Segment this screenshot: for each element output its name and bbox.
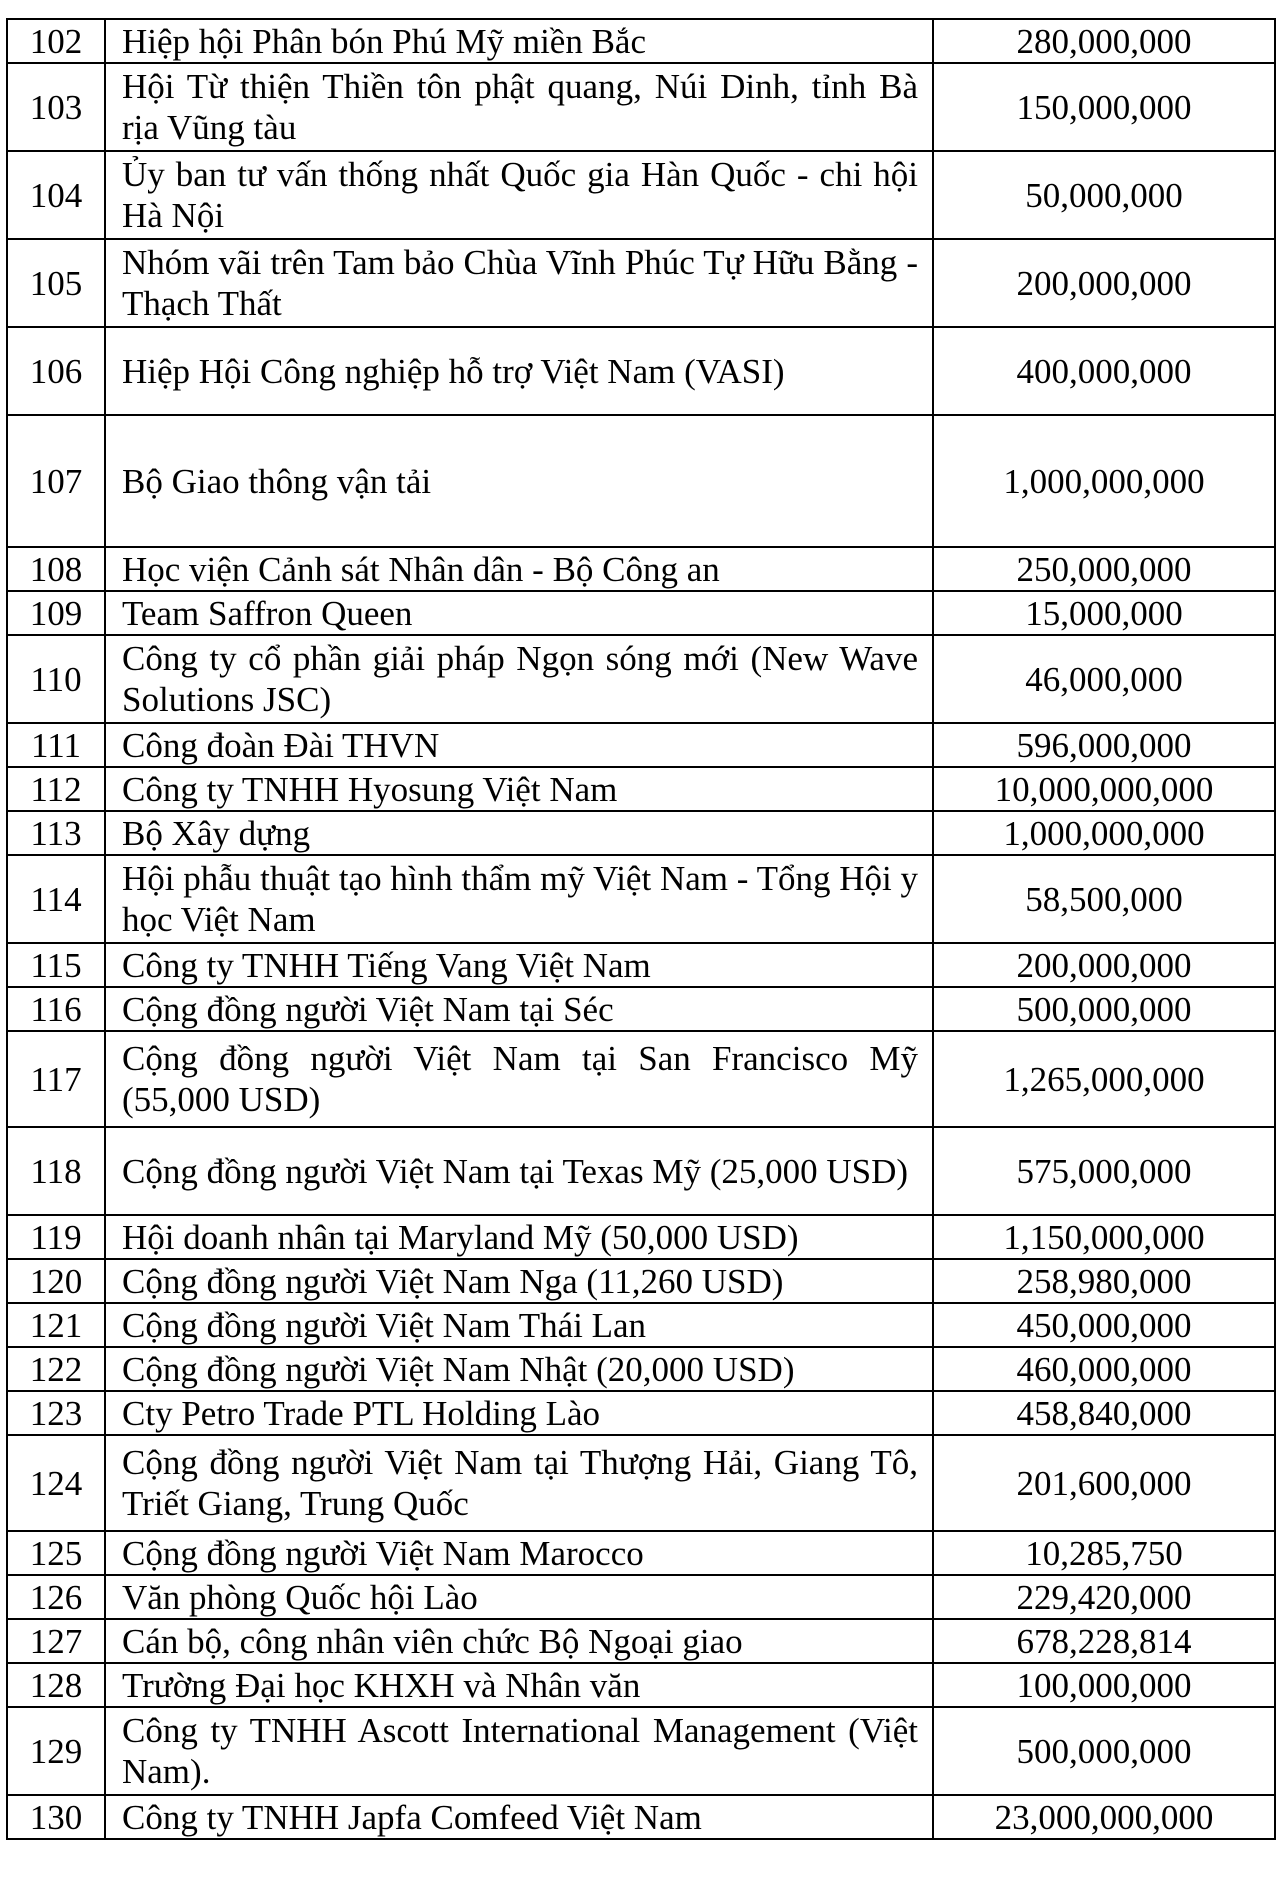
donor-name: Bộ Giao thông vận tải bbox=[105, 415, 933, 547]
donor-name: Học viện Cảnh sát Nhân dân - Bộ Công an bbox=[105, 547, 933, 591]
donor-name: Team Saffron Queen bbox=[105, 591, 933, 635]
donor-name: Cộng đồng người Việt Nam tại Séc bbox=[105, 987, 933, 1031]
row-number: 127 bbox=[7, 1619, 105, 1663]
row-number: 105 bbox=[7, 239, 105, 327]
donation-amount: 10,000,000,000 bbox=[933, 767, 1275, 811]
donation-amount: 250,000,000 bbox=[933, 547, 1275, 591]
table-row bbox=[7, 1303, 1275, 1347]
table-row bbox=[7, 415, 1275, 547]
row-number: 114 bbox=[7, 855, 105, 943]
row-number: 117 bbox=[7, 1031, 105, 1127]
donation-amount: 500,000,000 bbox=[933, 1707, 1275, 1795]
donor-name: Cộng đồng người Việt Nam tại Thượng Hải, Giang Tô, Triết Giang, Trung Quốc bbox=[105, 1435, 933, 1531]
donation-amount: 46,000,000 bbox=[933, 635, 1275, 723]
donation-amount: 1,000,000,000 bbox=[933, 811, 1275, 855]
table-row bbox=[7, 1619, 1275, 1663]
donor-name: Nhóm vãi trên Tam bảo Chùa Vĩnh Phúc Tự Hữu Bằng - Thạch Thất bbox=[105, 239, 933, 327]
table-row bbox=[7, 239, 1275, 327]
row-number: 122 bbox=[7, 1347, 105, 1391]
donation-amount: 1,265,000,000 bbox=[933, 1031, 1275, 1127]
donor-name: Hội phẫu thuật tạo hình thẩm mỹ Việt Nam - Tổng Hội y học Việt Nam bbox=[105, 855, 933, 943]
donation-amount: 575,000,000 bbox=[933, 1127, 1275, 1215]
row-number: 113 bbox=[7, 811, 105, 855]
donor-name: Cộng đồng người Việt Nam Marocco bbox=[105, 1531, 933, 1575]
row-number: 130 bbox=[7, 1795, 105, 1839]
row-number: 119 bbox=[7, 1215, 105, 1259]
donor-name: Cộng đồng người Việt Nam Thái Lan bbox=[105, 1303, 933, 1347]
donor-name: Cộng đồng người Việt Nam Nhật (20,000 USD) bbox=[105, 1347, 933, 1391]
donation-amount: 23,000,000,000 bbox=[933, 1795, 1275, 1839]
table-row bbox=[7, 987, 1275, 1031]
row-number: 128 bbox=[7, 1663, 105, 1707]
table-row bbox=[7, 855, 1275, 943]
table-row bbox=[7, 1215, 1275, 1259]
donation-amount: 229,420,000 bbox=[933, 1575, 1275, 1619]
donor-name: Hiệp hội Phân bón Phú Mỹ miền Bắc bbox=[105, 19, 933, 63]
donor-name: Cộng đồng người Việt Nam Nga (11,260 USD) bbox=[105, 1259, 933, 1303]
table-row bbox=[7, 767, 1275, 811]
table-row bbox=[7, 1531, 1275, 1575]
row-number: 120 bbox=[7, 1259, 105, 1303]
row-number: 112 bbox=[7, 767, 105, 811]
table-row bbox=[7, 723, 1275, 767]
row-number: 123 bbox=[7, 1391, 105, 1435]
table-row bbox=[7, 1575, 1275, 1619]
donation-amount: 400,000,000 bbox=[933, 327, 1275, 415]
table-row bbox=[7, 1259, 1275, 1303]
table-row bbox=[7, 1031, 1275, 1127]
donation-amount: 458,840,000 bbox=[933, 1391, 1275, 1435]
table-row bbox=[7, 327, 1275, 415]
donation-amount: 200,000,000 bbox=[933, 943, 1275, 987]
donor-name: Cán bộ, công nhân viên chức Bộ Ngoại giao bbox=[105, 1619, 933, 1663]
row-number: 115 bbox=[7, 943, 105, 987]
table-row bbox=[7, 151, 1275, 239]
row-number: 106 bbox=[7, 327, 105, 415]
donor-name: Công ty TNHH Japfa Comfeed Việt Nam bbox=[105, 1795, 933, 1839]
table-row bbox=[7, 1391, 1275, 1435]
donor-name: Công ty TNHH Hyosung Việt Nam bbox=[105, 767, 933, 811]
donation-amount: 500,000,000 bbox=[933, 987, 1275, 1031]
donation-amount: 460,000,000 bbox=[933, 1347, 1275, 1391]
donor-name: Hội doanh nhân tại Maryland Mỹ (50,000 USD) bbox=[105, 1215, 933, 1259]
donation-amount: 15,000,000 bbox=[933, 591, 1275, 635]
table-row bbox=[7, 811, 1275, 855]
donor-name: Hiệp Hội Công nghiệp hỗ trợ Việt Nam (VASI) bbox=[105, 327, 933, 415]
row-number: 125 bbox=[7, 1531, 105, 1575]
row-number: 116 bbox=[7, 987, 105, 1031]
donor-name: Cộng đồng người Việt Nam tại San Francisco Mỹ (55,000 USD) bbox=[105, 1031, 933, 1127]
donor-name: Công ty TNHH Tiếng Vang Việt Nam bbox=[105, 943, 933, 987]
donor-name: Cộng đồng người Việt Nam tại Texas Mỹ (25,000 USD) bbox=[105, 1127, 933, 1215]
donation-amount: 50,000,000 bbox=[933, 151, 1275, 239]
table-row bbox=[7, 1347, 1275, 1391]
donor-name: Cty Petro Trade PTL Holding Lào bbox=[105, 1391, 933, 1435]
donation-amount: 678,228,814 bbox=[933, 1619, 1275, 1663]
row-number: 102 bbox=[7, 19, 105, 63]
row-number: 118 bbox=[7, 1127, 105, 1215]
row-number: 109 bbox=[7, 591, 105, 635]
table-row bbox=[7, 1795, 1275, 1839]
row-number: 104 bbox=[7, 151, 105, 239]
table-row bbox=[7, 1707, 1275, 1795]
donation-amount: 201,600,000 bbox=[933, 1435, 1275, 1531]
donor-name: Bộ Xây dựng bbox=[105, 811, 933, 855]
donation-amount: 200,000,000 bbox=[933, 239, 1275, 327]
donor-name: Văn phòng Quốc hội Lào bbox=[105, 1575, 933, 1619]
table-row bbox=[7, 591, 1275, 635]
donor-name: Công ty cổ phần giải pháp Ngọn sóng mới (New Wave Solutions JSC) bbox=[105, 635, 933, 723]
row-number: 126 bbox=[7, 1575, 105, 1619]
donation-amount: 1,150,000,000 bbox=[933, 1215, 1275, 1259]
table-row bbox=[7, 547, 1275, 591]
table-row bbox=[7, 63, 1275, 151]
table-row bbox=[7, 1435, 1275, 1531]
donor-name: Hội Từ thiện Thiền tôn phật quang, Núi Dinh, tỉnh Bà rịa Vũng tàu bbox=[105, 63, 933, 151]
row-number: 129 bbox=[7, 1707, 105, 1795]
row-number: 111 bbox=[7, 723, 105, 767]
table-row bbox=[7, 635, 1275, 723]
row-number: 103 bbox=[7, 63, 105, 151]
table-row bbox=[7, 1127, 1275, 1215]
donation-amount: 596,000,000 bbox=[933, 723, 1275, 767]
table-row bbox=[7, 943, 1275, 987]
row-number: 121 bbox=[7, 1303, 105, 1347]
donation-amount: 150,000,000 bbox=[933, 63, 1275, 151]
donor-name: Trường Đại học KHXH và Nhân văn bbox=[105, 1663, 933, 1707]
donation-amount: 100,000,000 bbox=[933, 1663, 1275, 1707]
donation-amount: 10,285,750 bbox=[933, 1531, 1275, 1575]
row-number: 110 bbox=[7, 635, 105, 723]
donation-amount: 450,000,000 bbox=[933, 1303, 1275, 1347]
donation-amount: 280,000,000 bbox=[933, 19, 1275, 63]
donation-table-body bbox=[7, 19, 1275, 1839]
table-row bbox=[7, 19, 1275, 63]
donation-amount: 1,000,000,000 bbox=[933, 415, 1275, 547]
donation-amount: 258,980,000 bbox=[933, 1259, 1275, 1303]
donor-name: Công đoàn Đài THVN bbox=[105, 723, 933, 767]
donor-name: Công ty TNHH Ascott International Management (Việt Nam). bbox=[105, 1707, 933, 1795]
donation-table bbox=[6, 18, 1276, 1840]
donor-name: Ủy ban tư vấn thống nhất Quốc gia Hàn Quốc - chi hội Hà Nội bbox=[105, 151, 933, 239]
row-number: 108 bbox=[7, 547, 105, 591]
donation-amount: 58,500,000 bbox=[933, 855, 1275, 943]
table-row bbox=[7, 1663, 1275, 1707]
row-number: 124 bbox=[7, 1435, 105, 1531]
row-number: 107 bbox=[7, 415, 105, 547]
